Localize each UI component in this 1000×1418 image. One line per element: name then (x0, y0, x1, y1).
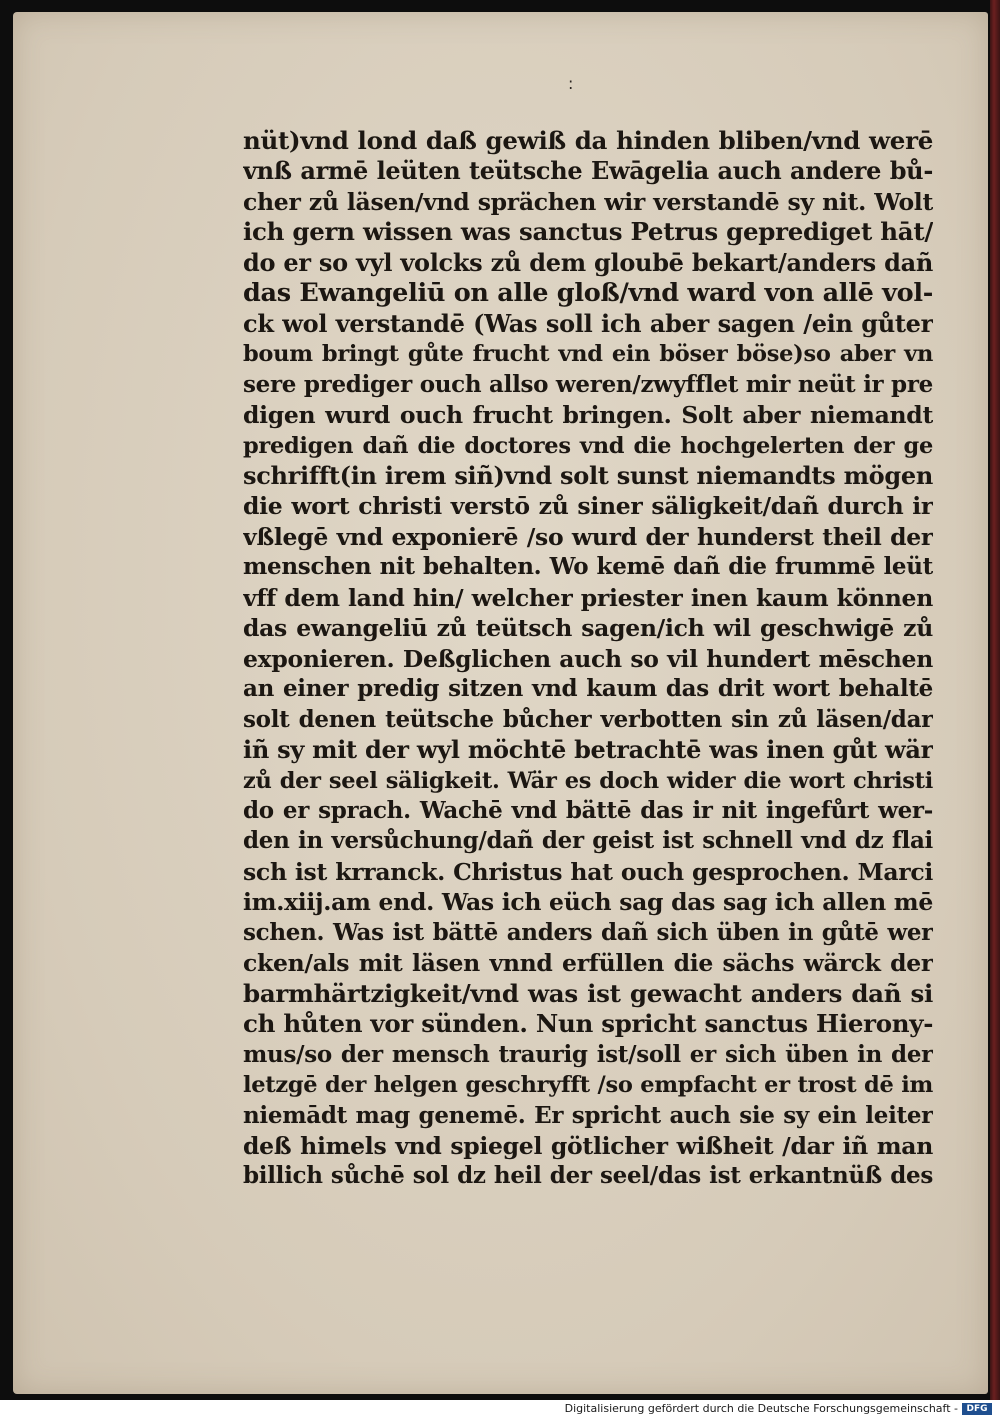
text-line: die wort christi verstō zů siner säligkeit/dañ durch ir (243, 492, 933, 521)
text-line: sch ist krranck. Christus hat ouch gesprochen. Marci (243, 857, 933, 886)
text-line: do er sprach. Wachē vnd bättē das ir nit ingefůrt wer- (243, 796, 933, 824)
text-line: niemādt mag genemē. Er spricht auch sie sy ein leiter (243, 1101, 933, 1129)
text-line: mus/so der mensch traurig ist/soll er sich üben in der (243, 1040, 933, 1068)
text-line: letzgē der helgen geschryfft /so empfacht er trost dē im (243, 1072, 933, 1099)
text-line: solt denen teütsche bůcher verbotten sin zů läsen/dar (243, 705, 933, 733)
text-line: ich gern wissen was sanctus Petrus geprediget hāt/ (243, 217, 933, 247)
text-line: den in versůchung/dañ der geist ist schnell vnd dz flai (243, 827, 933, 855)
text-line: sere prediger ouch allso weren/zwyfflet mir neüt ir pre (243, 370, 933, 398)
digitization-credit: Digitalisierung gefördert durch die Deutsche Forschungsgemeinschaft - (564, 1402, 958, 1415)
text-line: cher zů läsen/vnd sprächen wir verstandē sy nit. Wolt (243, 187, 933, 216)
text-line: digen wurd ouch frucht bringen. Solt aber niemandt (243, 401, 933, 430)
text-line: im.xiij.am end. Was ich eüch sag das sag ich allen mē (243, 888, 933, 917)
signature-mark: : (568, 74, 574, 93)
dfg-logo: DFG (962, 1403, 992, 1415)
text-line: billich sůchē sol dz heil der seel/das ist erkantnüß des (243, 1162, 933, 1190)
text-line: an einer predig sitzen vnd kaum das drit wort behaltē (243, 675, 933, 703)
text-line: das ewangeliū zů teütsch sagen/ich wil geschwigē zů (243, 614, 933, 643)
text-line: das Ewangeliū on alle gloß/vnd ward von allē vol- (243, 278, 933, 309)
text-line: menschen nit behalten. Wo kemē dañ die frummē leüt (243, 553, 933, 581)
text-line: nüt)vnd lond daß gewiß da hinden bliben/vnd werē (243, 126, 933, 155)
text-line: boum bringt gůte frucht vnd ein böser böse)so aber vn (243, 341, 933, 368)
text-line: vßlegē vnd exponierē /so wurd der hunderst theil der (243, 522, 933, 551)
text-line: exponieren. Deßglichen auch so vil hundert mēschen (243, 644, 933, 673)
book-edge (990, 0, 1000, 1400)
text-line: predigen dañ die doctores vnd die hochgelerten der ge (243, 432, 933, 459)
text-line: do er so vyl volcks zů dem gloubē bekart/anders dañ (243, 247, 933, 277)
text-line: cken/als mit läsen vnnd erfüllen die sächs wärck der (243, 949, 933, 978)
text-line: schen. Was ist bättē anders dañ sich üben in gůtē wer (243, 918, 933, 946)
text-line: iñ sy mit der wyl möchtē betrachtē was inen gůt wär (243, 735, 933, 765)
text-line: zů der seel säligkeit. Wär es doch wider die wort christi (243, 767, 933, 794)
text-line: vff dem land hin/ welcher priester inen kaum können (243, 583, 933, 612)
text-line: ck wol verstandē (Was soll ich aber sagen /ein gůter (243, 308, 933, 338)
text-line: ch hůten vor sünden. Nun spricht sanctus Hierony- (243, 1009, 933, 1039)
text-line: barmhärtzigkeit/vnd was ist gewacht anders dañ si (243, 978, 933, 1008)
text-line: vnß armē leüten teütsche Ewāgelia auch andere bů- (243, 156, 933, 186)
document-page (13, 12, 988, 1394)
text-line: schrifft(in irem siñ)vnd solt sunst niemandts mögen (243, 460, 933, 490)
body-text (243, 126, 933, 1192)
text-line: deß himels vnd spiegel götlicher wißheit /dar iñ man (243, 1131, 933, 1160)
